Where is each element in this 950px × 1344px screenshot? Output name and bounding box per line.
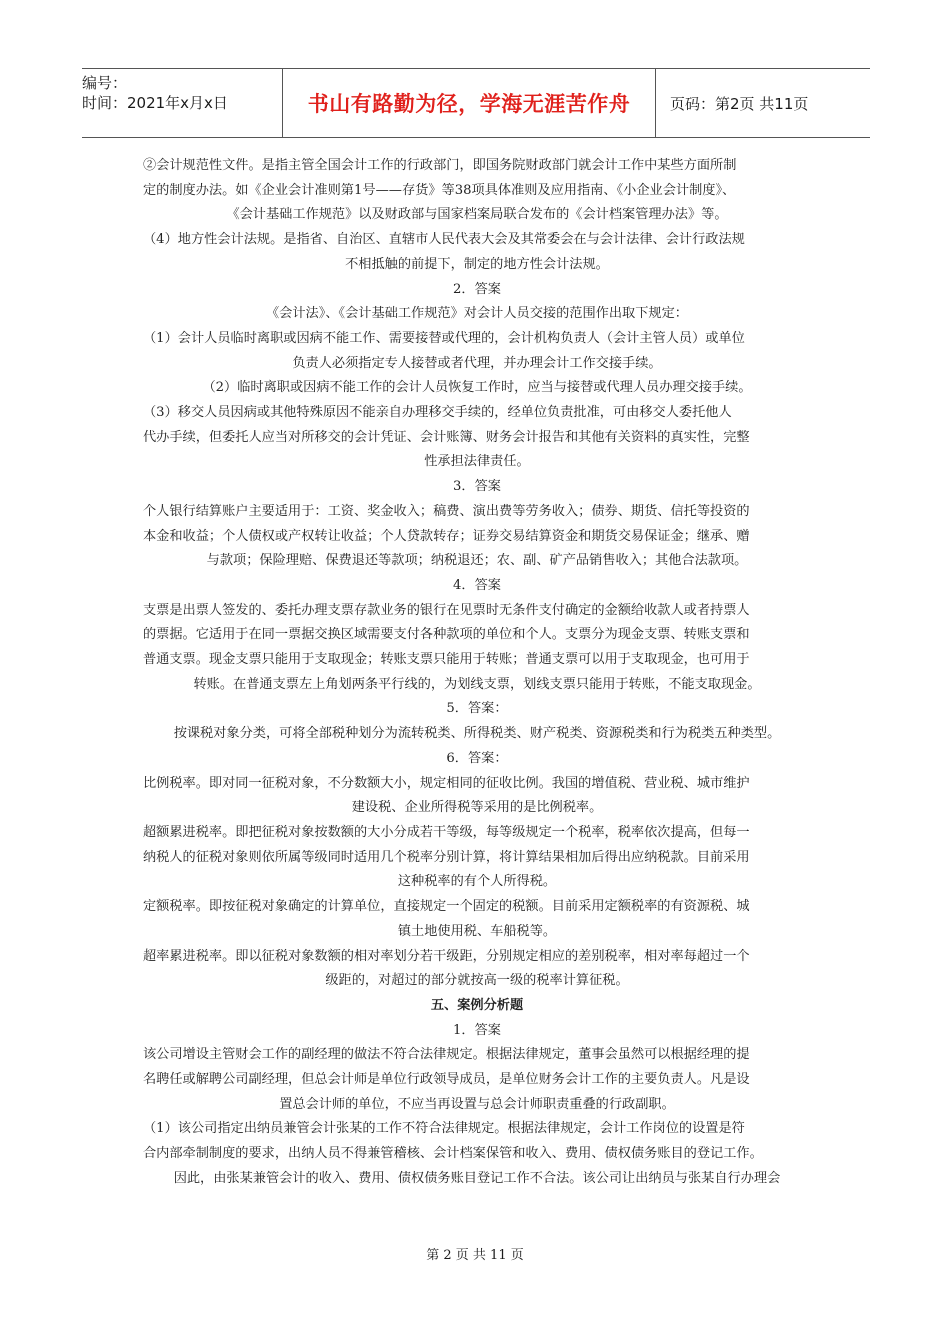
paragraph-line: 定的制度办法。如《企业会计准则第1号——存货》等38项具体准则及应用指南、《小企业会计制度》、 bbox=[143, 182, 736, 198]
paragraph-line: 因此，由张某兼管会计的收入、费用、债权债务账目登记工作不合法。该公司让出纳员与张某自行办理会 bbox=[173, 1170, 781, 1186]
paragraph-line: （1）该公司指定出纳员兼管会计张某的工作不符合法律规定。根据法律规定，会计工作岗位的设置是符 bbox=[143, 1121, 745, 1137]
paragraph-line: 个人银行结算账户主要适用于：工资、奖金收入；稿费、演出费等劳务收入；债券、期货、信托等投资的 bbox=[143, 503, 750, 519]
paragraph-line: 4．答案 bbox=[453, 577, 501, 593]
header-page-label: 页码：第2页 共11页 bbox=[670, 94, 809, 113]
paragraph-line: 5．答案： bbox=[446, 701, 508, 717]
paragraph-line: ②会计规范性文件。是指主管全国会计工作的行政部门，即国务院财政部门就会计工作中某些方面所制 bbox=[143, 158, 737, 173]
paragraph-line: 本金和收益；个人债权或产权转让收益；个人贷款转存；证券交易结算资金和期货交易保证金；继承、赠 bbox=[143, 528, 750, 544]
paragraph-line: 比例税率。即对同一征税对象，不分数额大小，规定相同的征收比例。我国的增值税、营业税、城市维护 bbox=[143, 775, 750, 791]
paragraph-line: 性承担法律责任。 bbox=[424, 454, 530, 470]
paragraph-line: （4）地方性会计法规。是指省、自治区、直辖市人民代表大会及其常委会在与会计法律、会计行政法规 bbox=[143, 232, 745, 248]
document-number-label: 编号： bbox=[82, 74, 128, 92]
paragraph-line: 的票据。它适用于在同一票据交换区域需要支付各种款项的单位和个人。支票分为现金支票、转账支票和 bbox=[143, 627, 750, 643]
paragraph-line: 名聘任或解聘公司副经理，但总会计师是单位行政领导成员，是单位财务会计工作的主要负责人。凡是设 bbox=[143, 1072, 750, 1088]
paragraph-line: 纳税人的征税对象则依所属等级同时适用几个税率分别计算，将计算结果相加后得出应纳税款。目前采用 bbox=[143, 849, 750, 865]
paragraph-line: （1）会计人员临时离职或因病不能工作、需要接替或代理的，会计机构负责人（会计主管人员）或单位 bbox=[143, 330, 745, 346]
paragraph-line: 级距的，对超过的部分就按高一级的税率计算征税。 bbox=[325, 973, 629, 989]
paragraph-line: 负责人必须指定专人接替或者代理，并办理会计工作交接手续。 bbox=[292, 355, 662, 371]
paragraph-line: 支票是出票人签发的、委托办理支票存款业务的银行在见票时无条件支付确定的金额给收款人或者持票人 bbox=[143, 602, 750, 618]
paragraph-line: 按课税对象分类，可将全部税种划分为流转税类、所得税类、财产税类、资源税类和行为税类五种类型。 bbox=[173, 726, 781, 742]
paragraph-line: 该公司增设主管财会工作的副经理的做法不符合法律规定。根据法律规定，董事会虽然可以根据经理的提 bbox=[143, 1047, 750, 1063]
paragraph-line: 1．答案 bbox=[453, 1022, 501, 1038]
paragraph-line: 建设税、企业所得税等采用的是比例税率。 bbox=[351, 800, 603, 816]
header-left bbox=[82, 69, 282, 137]
header-motto: 书山有路勤为径，学海无涯苦作舟 bbox=[282, 69, 656, 137]
paragraph-line: 这种税率的有个人所得税。 bbox=[397, 874, 557, 890]
paragraph-line: 《会计法》、《会计基础工作规范》对会计人员交接的范围作出取下规定： bbox=[266, 306, 688, 322]
section-heading: 五、案例分析题 bbox=[430, 997, 524, 1013]
paragraph-line: 转账。在普通支票左上角划两条平行线的，为划线支票，划线支票只能用于转账，不能支取现金。 bbox=[193, 676, 761, 692]
paragraph-line: 镇土地使用税、车船税等。 bbox=[397, 923, 557, 939]
paragraph-line: 超率累进税率。即以征税对象数额的相对率划分若干级距，分别规定相应的差别税率，相对率每超过一个 bbox=[143, 948, 750, 964]
page-footer: 第 2 页 共 11 页 bbox=[426, 1248, 524, 1263]
paragraph-line: 2．答案 bbox=[453, 281, 501, 297]
paragraph-line: 《会计基础工作规范》以及财政部与国家档案局联合发布的《会计档案管理办法》等。 bbox=[226, 207, 728, 223]
paragraph-line: 超额累进税率。即把征税对象按数额的大小分成若干等级，每等级规定一个税率，税率依次提高，但每一 bbox=[143, 824, 750, 840]
paragraph-line: （2）临时离职或因病不能工作的会计人员恢复工作时，应当与接替或代理人员办理交接手续。 bbox=[202, 380, 752, 396]
page-header bbox=[82, 68, 870, 138]
paragraph-line: 与款项；保险理赔、保费退还等款项；纳税退还；农、副、矿产品销售收入；其他合法款项。 bbox=[206, 553, 748, 569]
paragraph-line: 3．答案 bbox=[453, 479, 501, 495]
document-time-label: 时间：2021年x月x日 bbox=[82, 94, 228, 112]
paragraph-line: 不相抵触的前提下，制定的地方性会计法规。 bbox=[345, 256, 609, 272]
paragraph-line: 代办手续，但委托人应当对所移交的会计凭证、会计账簿、财务会计报告和其他有关资料的真实性，完整 bbox=[143, 429, 750, 445]
document-body bbox=[143, 154, 811, 1192]
paragraph-line: 定额税率。即按征税对象确定的计算单位，直接规定一个固定的税额。目前采用定额税率的有资源税、城 bbox=[143, 899, 750, 915]
paragraph-line: （3）移交人员因病或其他特殊原因不能亲自办理移交手续的，经单位负责批准，可由移交人委托他人 bbox=[143, 405, 732, 421]
paragraph-line: 普通支票。现金支票只能用于支取现金；转账支票只能用于转账；普通支票可以用于支取现金，也可用于 bbox=[143, 652, 750, 668]
paragraph-line: 合内部牵制制度的要求，出纳人员不得兼管稽核、会计档案保管和收入、费用、债权债务账目的登记工作。 bbox=[143, 1146, 763, 1162]
paragraph-line: 置总会计师的单位，不应当再设置与总会计师职责重叠的行政副职。 bbox=[279, 1096, 675, 1112]
paragraph-line: 6．答案： bbox=[446, 750, 508, 766]
